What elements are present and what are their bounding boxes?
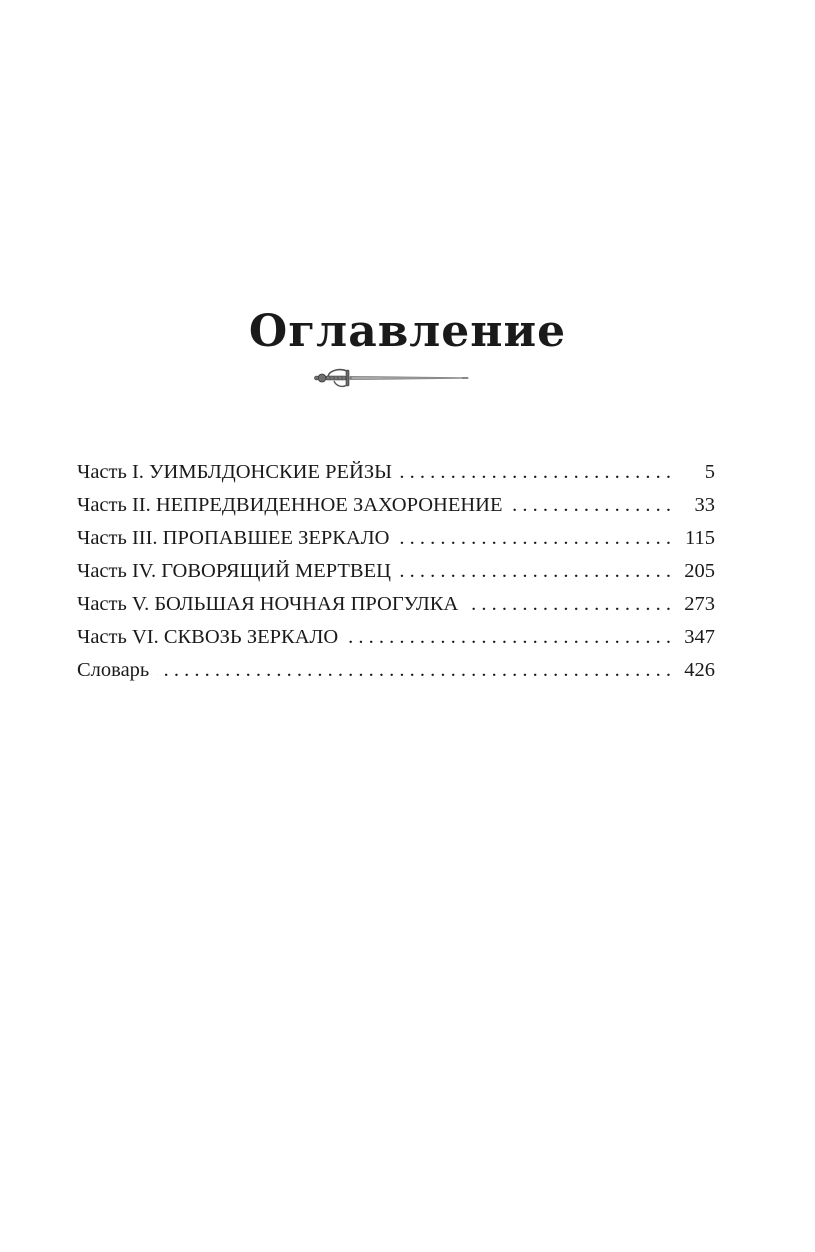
toc-entry[interactable] (77, 588, 715, 621)
toc-page-number: 33 (694, 494, 715, 516)
toc-entry-label: Словарь (77, 659, 150, 681)
table-of-contents (77, 456, 715, 687)
toc-entry[interactable] (77, 522, 715, 555)
toc-entry[interactable] (77, 555, 715, 588)
toc-entry[interactable] (77, 489, 715, 522)
toc-leader-dots (397, 522, 671, 555)
toc-page-number: 273 (684, 593, 715, 615)
toc-entry-label: Часть VI. СКВОЗЬ ЗЕРКАЛО (77, 626, 339, 648)
toc-leader-dots (399, 555, 671, 588)
toc-entry[interactable] (77, 654, 715, 687)
toc-entry[interactable] (77, 456, 715, 489)
toc-leader-dots (400, 456, 671, 489)
toc-entry-label: Часть II. НЕПРЕДВИДЕННОЕ ЗАХОРОНЕНИЕ (77, 494, 503, 516)
toc-leader-dots (157, 654, 671, 687)
toc-entry-label: Часть V. БОЛЬШАЯ НОЧНАЯ ПРОГУЛКА (77, 593, 459, 615)
toc-leader-dots (346, 621, 671, 654)
toc-entry[interactable] (77, 621, 715, 654)
toc-leader-dots (466, 588, 671, 621)
toc-page-number: 347 (684, 626, 715, 648)
sword-ornament-icon (312, 366, 472, 390)
toc-page-number: 426 (684, 659, 715, 681)
toc-page-number: 5 (704, 461, 715, 483)
toc-page-number: 205 (684, 560, 715, 582)
toc-entry-label: Часть III. ПРОПАВШЕЕ ЗЕРКАЛО (77, 527, 390, 549)
page-title: Оглавление (248, 306, 567, 357)
toc-page-number: 115 (685, 527, 715, 549)
toc-entry-label: Часть I. УИМБЛДОНСКИЕ РЕЙЗЫ (77, 461, 393, 483)
toc-entry-label: Часть IV. ГОВОРЯЩИЙ МЕРТВЕЦ (77, 560, 391, 582)
toc-leader-dots (511, 489, 672, 522)
